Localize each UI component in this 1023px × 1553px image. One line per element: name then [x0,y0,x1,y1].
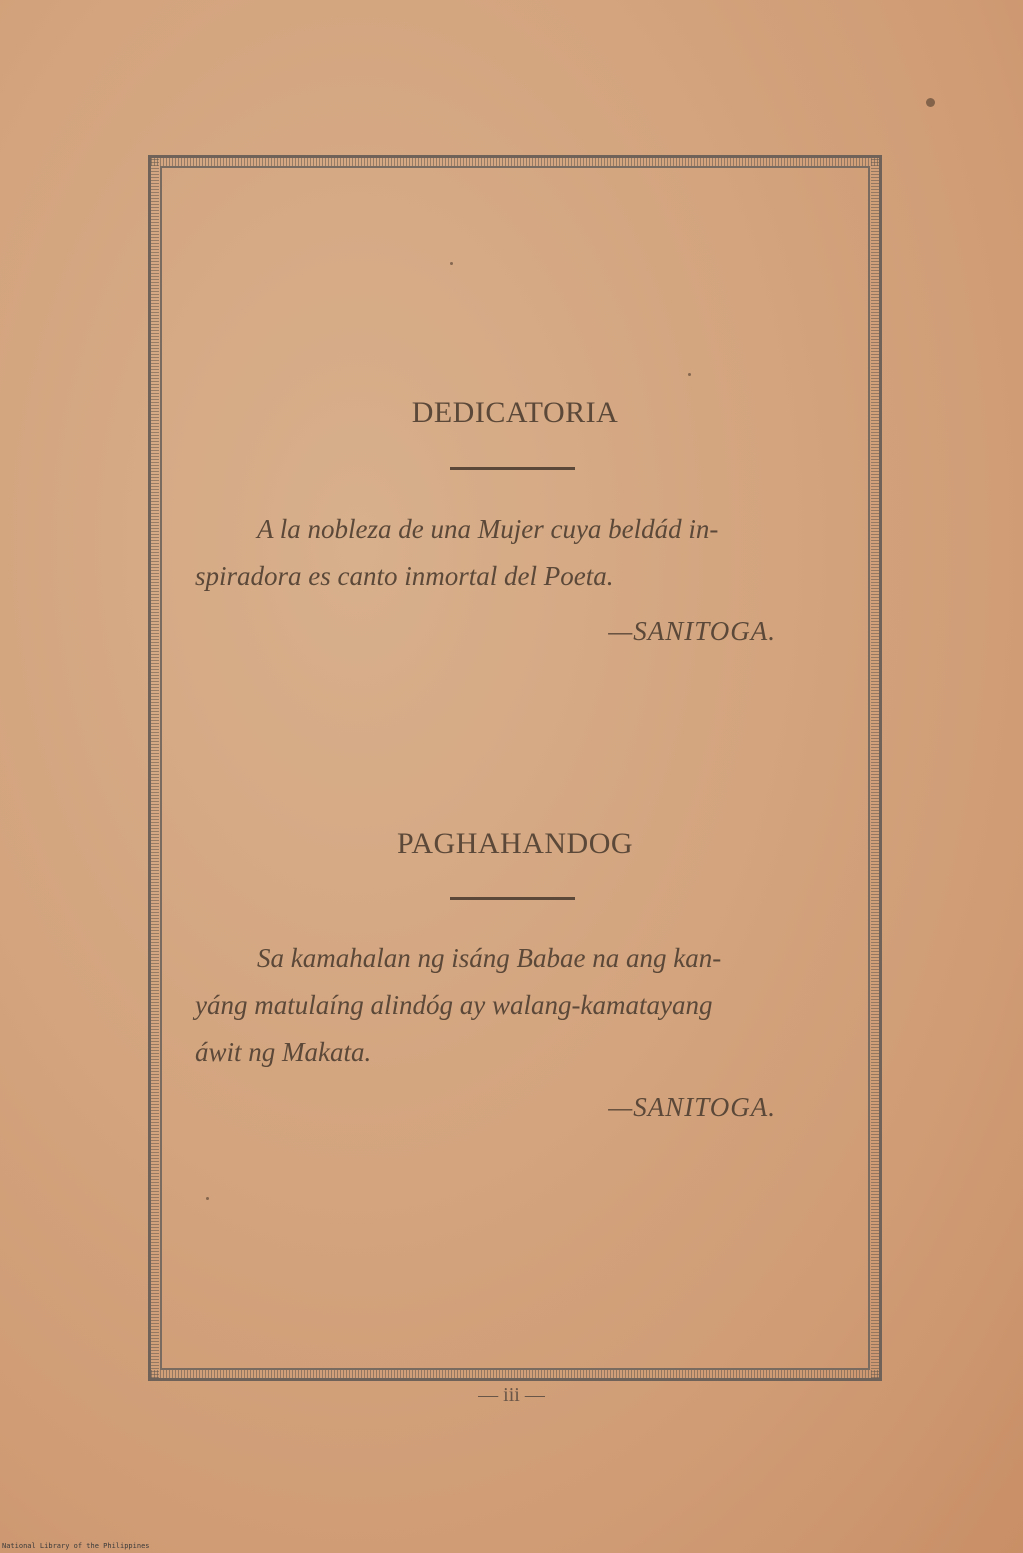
paghahandog-line-3: áwit ng Makata. [195,1037,372,1067]
paghahandog-line-2: yáng matulaíng alindóg ay walang-kamatayang [195,990,713,1020]
paper-speck [206,1197,209,1200]
paghahandog-line-1: Sa kamahalan ng isáng Babae na ang kan- [257,943,722,973]
paper-speck [688,373,691,376]
footer-credit: National Library of the Philippines [2,1542,150,1550]
dedicatoria-heading: DEDICATORIA [411,396,619,429]
dedicatoria-rule [450,467,575,470]
page-number: — iii — [478,1384,545,1406]
paghahandog-signature: —SANITOGA. [608,1092,776,1122]
paghahandog-paragraph [195,935,835,1076]
paper-speck [450,262,453,265]
dedicatoria-signature: —SANITOGA. [608,616,776,646]
page-frame-inner [160,166,870,1370]
paper-speck [926,98,935,107]
dedicatoria-line-1: A la nobleza de una Mujer cuya beldád in- [257,514,719,544]
dedicatoria-paragraph [195,506,835,600]
dedicatoria-line-2: spiradora es canto inmortal del Poeta. [195,561,614,591]
paghahandog-rule [450,897,575,900]
paghahandog-heading: PAGHAHANDOG [396,827,634,860]
